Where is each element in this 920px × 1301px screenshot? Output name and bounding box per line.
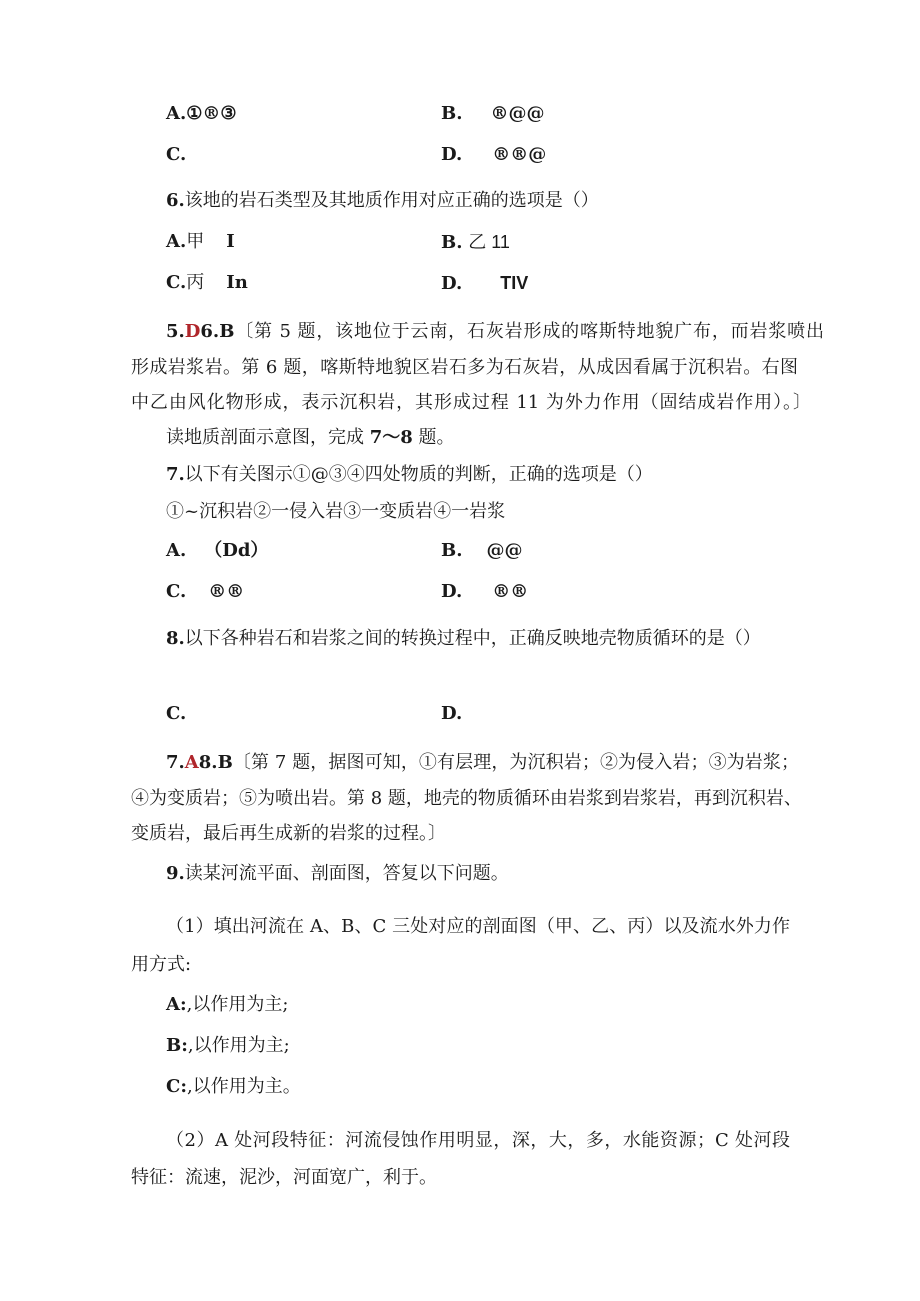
answer-5-6-line3: 中乙由风化物形成，表示沉积岩，其形成过程 11 为外力作用（固结成岩作用）。〕 xyxy=(131,392,811,413)
option-a: A.①®③ xyxy=(166,103,237,124)
answer-6-value: B xyxy=(219,321,235,342)
answer-8-num: 8. xyxy=(198,752,218,773)
q9-blank-a: A:,以作用为主; xyxy=(166,994,289,1015)
option-d-label: D. xyxy=(441,144,463,165)
q7-option-d-label: D. xyxy=(441,581,463,602)
q9-part2-line1: （2）A 处河段特征：河流侵蚀作用明显，深，大，多，水能资源；C 处河段 xyxy=(166,1130,790,1151)
intro-7-8: 读地质剖面示意图，完成 7～8 题。 xyxy=(166,427,455,448)
answer-8-value: B xyxy=(217,752,233,773)
option-b xyxy=(441,102,544,126)
q6-option-a xyxy=(166,230,235,254)
option-d xyxy=(441,143,546,167)
q6-option-c-text1: 丙 xyxy=(186,272,205,293)
answer-5-6-text: 〔第 5 题，该地位于云南，石灰岩形成的喀斯特地貌广布，而岩浆喷出 xyxy=(234,321,824,342)
q6-option-b-text: 乙 11 xyxy=(468,232,510,252)
answer-5-6-line2: 形成岩浆岩。第 6 题，喀斯特地貌区岩石多为石灰岩，从成因看属于沉积岩。右图 xyxy=(131,357,798,378)
answer-7-8-line1 xyxy=(166,751,799,775)
q6-option-a-label: A. xyxy=(166,231,187,252)
question-8-stem: 8.以下各种岩石和岩浆之间的转换过程中，正确反映地壳物质循环的是（） xyxy=(166,628,761,649)
q7-option-b-text: @@ xyxy=(486,540,523,561)
q9-part2-line2: 特征：流速，泥沙，河面宽广，利于。 xyxy=(131,1167,437,1188)
q7-option-c-label: C. xyxy=(166,581,187,602)
q6-option-d-label: D. xyxy=(441,273,463,294)
q6-option-a-text1: 甲 xyxy=(186,231,205,252)
answer-5-value: D xyxy=(184,321,201,342)
q6-option-c-label: C. xyxy=(166,272,187,293)
question-7-desc: ①~沉积岩②一侵入岩③一变质岩④一岩浆 xyxy=(166,501,506,522)
option-c: C. xyxy=(166,144,187,165)
q7-option-a xyxy=(166,539,268,563)
q6-option-b-label: B. xyxy=(441,232,463,253)
answer-5-6-line1 xyxy=(166,320,824,344)
q6-option-d xyxy=(441,271,528,296)
option-b-label: B. xyxy=(441,103,463,124)
answer-6-num: 6. xyxy=(200,321,220,342)
answer-7-8-line3: 变质岩，最后再生成新的岩浆的过程。〕 xyxy=(131,823,446,844)
q8-option-d: D. xyxy=(441,703,463,724)
q6-option-b xyxy=(441,230,510,255)
q7-option-c-text: ®® xyxy=(208,581,245,602)
option-d-text: ®®@ xyxy=(492,144,547,165)
q7-option-a-text: （Dd） xyxy=(204,540,269,561)
q8-option-c: C. xyxy=(166,703,187,724)
answer-7-value: A xyxy=(184,752,199,773)
q9-blank-c: C:,以作用为主。 xyxy=(166,1076,301,1097)
question-9-stem: 9.读某河流平面、剖面图，答复以下问题。 xyxy=(166,863,509,884)
option-b-text: ®@@ xyxy=(490,103,545,124)
q7-option-a-label: A. xyxy=(166,540,187,561)
q9-blank-b: B:,以作用为主; xyxy=(166,1035,290,1056)
q9-part1-line1: （1）填出河流在 A、B、C 三处对应的剖面图（甲、乙、丙）以及流水外力作 xyxy=(166,916,790,937)
question-6-stem: 6.该地的岩石类型及其地质作用对应正确的选项是（） xyxy=(166,190,599,211)
q7-option-d-text: ®® xyxy=(492,581,529,602)
answer-7-8-text: 〔第 7 题，据图可知，①有层理，为沉积岩；②为侵入岩；③为岩浆； xyxy=(232,752,799,773)
q7-option-b-label: B. xyxy=(441,540,463,561)
q7-option-b xyxy=(441,539,522,563)
answer-5-num: 5. xyxy=(166,321,185,342)
q9-part1-line2: 用方式: xyxy=(131,954,192,975)
q7-option-d xyxy=(441,580,528,604)
question-7-stem: 7.以下有关图示①@③④四处物质的判断，正确的选项是（） xyxy=(166,464,653,485)
q6-option-a-text2: I xyxy=(226,231,235,252)
answer-7-num: 7. xyxy=(166,752,185,773)
q6-option-d-text: TIV xyxy=(500,273,529,293)
q6-option-c-text2: In xyxy=(226,272,248,293)
q7-option-c xyxy=(166,580,244,604)
answer-7-8-line2: ④为变质岩；⑤为喷出岩。第 8 题，地壳的物质循环由岩浆到岩浆岩，再到沉积岩、 xyxy=(131,788,802,809)
q6-option-c xyxy=(166,271,248,295)
